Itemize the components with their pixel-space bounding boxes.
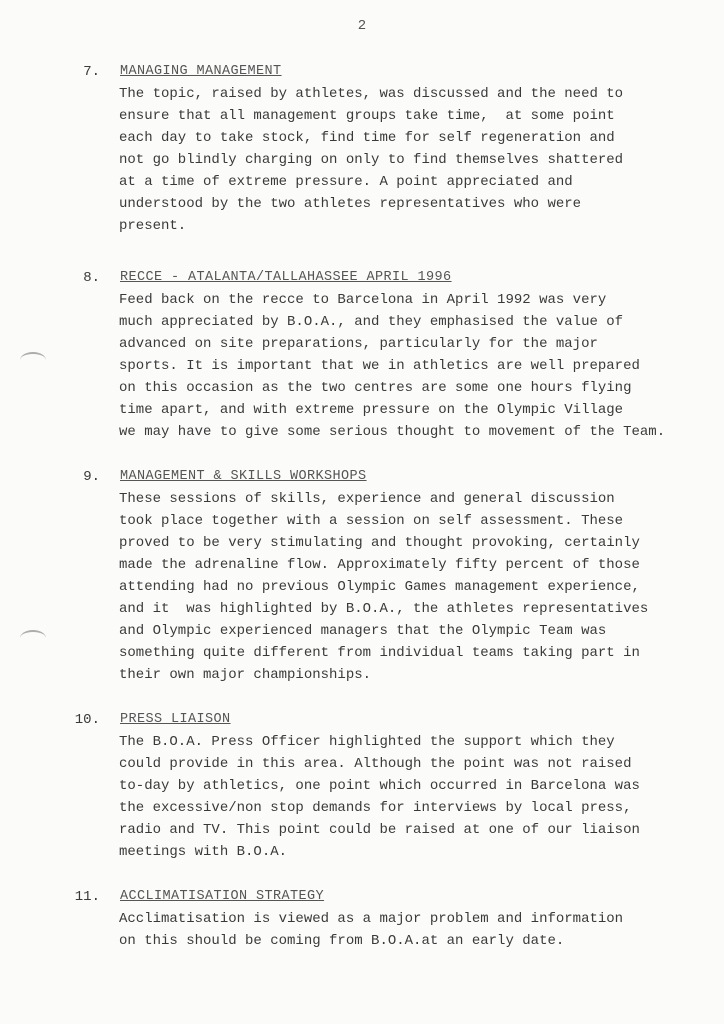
body-line: took place together with a session on self assessment. These xyxy=(119,513,624,529)
section-heading: RECCE - ATALANTA/TALLAHASSEE APRIL 1996 xyxy=(120,270,452,285)
body-line: Acclimatisation is viewed as a major problem and information xyxy=(119,911,624,927)
body-line: Feed back on the recce to Barcelona in April 1992 was very xyxy=(119,292,607,308)
body-line: attending had no previous Olympic Games management experience, xyxy=(119,579,640,595)
section-body xyxy=(119,908,623,952)
body-line: to-day by athletics, one point which occurred in Barcelona was xyxy=(119,778,640,794)
section-body xyxy=(119,289,665,443)
section-body xyxy=(119,83,623,237)
section-heading: MANAGING MANAGEMENT xyxy=(120,64,282,79)
body-line: sports. It is important that we in athletics are well prepared xyxy=(119,358,640,374)
body-line: advanced on site preparations, particularly for the major xyxy=(119,336,598,352)
section-heading: PRESS LIAISON xyxy=(120,712,231,727)
section-number: 10. xyxy=(74,712,100,728)
body-line: could provide in this area. Although the point was not raised xyxy=(119,756,632,772)
page-number: 2 xyxy=(357,18,367,34)
section-heading: MANAGEMENT & SKILLS WORKSHOPS xyxy=(120,469,367,484)
body-line: much appreciated by B.O.A., and they emphasised the value of xyxy=(119,314,624,330)
body-line: on this occasion as the two centres are some one hours flying xyxy=(119,380,632,396)
body-line: we may have to give some serious thought to movement of the Team. xyxy=(119,424,666,440)
body-line: their own major championships. xyxy=(119,667,372,683)
body-line: present. xyxy=(119,218,187,234)
body-line: made the adrenaline flow. Approximately fifty percent of those xyxy=(119,557,640,573)
body-line: not go blindly charging on only to find themselves shattered xyxy=(119,152,624,168)
body-line: understood by the two athletes representatives who were xyxy=(119,196,582,212)
body-line: something quite different from individual teams taking part in xyxy=(119,645,640,661)
section-number: 7. xyxy=(83,64,100,80)
body-line: These sessions of skills, experience and general discussion xyxy=(119,491,615,507)
body-line: ensure that all management groups take time, at some point xyxy=(119,108,615,124)
body-line: proved to be very stimulating and thought provoking, certainly xyxy=(119,535,640,551)
body-line: The B.O.A. Press Officer highlighted the support which they xyxy=(119,734,615,750)
section-body xyxy=(119,488,648,686)
body-line: radio and TV. This point could be raised at one of our liaison xyxy=(119,822,640,838)
body-line: at a time of extreme pressure. A point appreciated and xyxy=(119,174,573,190)
section-number: 11. xyxy=(74,889,100,905)
body-line: on this should be coming from B.O.A.at an early date. xyxy=(119,933,565,949)
body-line: The topic, raised by athletes, was discussed and the need to xyxy=(119,86,624,102)
punch-hole-mark-lower xyxy=(20,630,46,646)
body-line: each day to take stock, find time for self regeneration and xyxy=(119,130,615,146)
body-line: time apart, and with extreme pressure on the Olympic Village xyxy=(119,402,624,418)
section-number: 9. xyxy=(83,469,100,485)
body-line: meetings with B.O.A. xyxy=(119,844,288,860)
punch-hole-mark-upper xyxy=(20,352,46,368)
body-line: the excessive/non stop demands for interviews by local press, xyxy=(119,800,632,816)
body-line: and it was highlighted by B.O.A., the athletes representatives xyxy=(119,601,649,617)
section-number: 8. xyxy=(83,270,100,286)
section-body xyxy=(119,731,640,863)
section-heading: ACCLIMATISATION STRATEGY xyxy=(120,889,325,904)
body-line: and Olympic experienced managers that the Olympic Team was xyxy=(119,623,607,639)
